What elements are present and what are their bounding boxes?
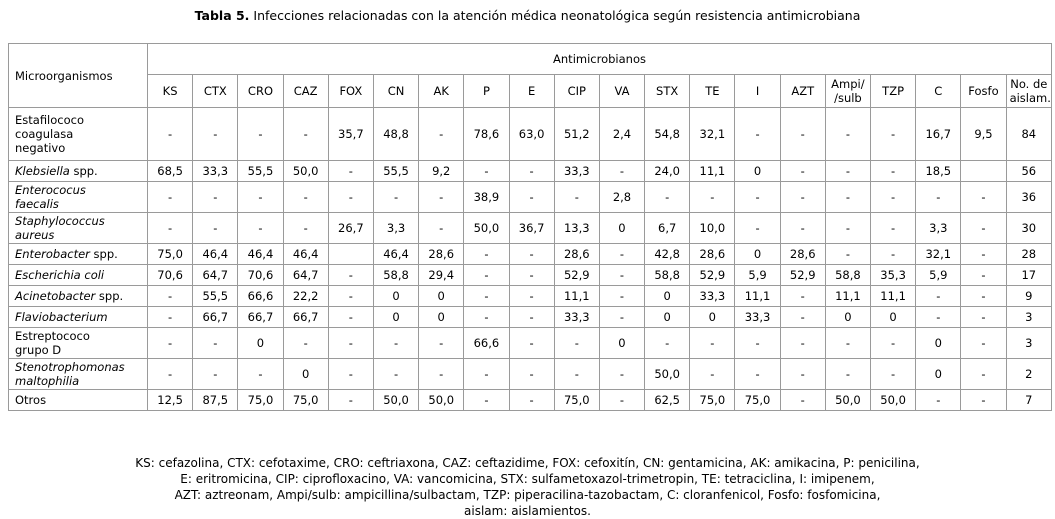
table-cell: 56 [1006, 161, 1051, 182]
table-cell: 12,5 [148, 390, 193, 411]
table-cell: - [419, 182, 464, 213]
microorganism-name [9, 307, 148, 328]
table-cell: - [509, 244, 554, 265]
organism-suffix: spp. [89, 247, 118, 261]
microorganism-name [9, 286, 148, 307]
table-cell: - [464, 359, 509, 390]
table-cell: 50,0 [419, 390, 464, 411]
column-header: CTX [193, 75, 238, 108]
table-row [9, 244, 1052, 265]
table-cell: 22,2 [283, 286, 328, 307]
table-cell: - [283, 182, 328, 213]
table-cell: - [780, 213, 825, 244]
footnote-line: E: eritromicina, CIP: ciprofloxacino, VA: vancomicina, STX: sulfametoxazol-trimetropin, TE: tetraciclina, I: imipenem, [180, 472, 875, 486]
table-cell: 2 [1006, 359, 1051, 390]
table-cell: 10,0 [690, 213, 735, 244]
table-cell: 32,1 [916, 244, 961, 265]
organism-label: Otros [15, 393, 47, 407]
table-cell: - [464, 307, 509, 328]
table-cell: 13,3 [554, 213, 599, 244]
table-cell: - [328, 161, 373, 182]
table-cell: - [599, 390, 644, 411]
table-cell: 78,6 [464, 108, 509, 161]
table-cell [961, 161, 1006, 182]
table-cell: - [148, 108, 193, 161]
table-cell: 7 [1006, 390, 1051, 411]
table-cell: 52,9 [554, 265, 599, 286]
table-cell: - [193, 213, 238, 244]
table-cell: - [825, 244, 870, 265]
table-row [9, 161, 1052, 182]
table-cell: 58,8 [825, 265, 870, 286]
table-cell: 58,8 [373, 265, 418, 286]
table-cell: - [825, 359, 870, 390]
table-cell: - [419, 108, 464, 161]
abbreviations-footnote [0, 455, 1055, 519]
microorganism-name [9, 108, 148, 161]
microorganism-name [9, 161, 148, 182]
table-row [9, 286, 1052, 307]
table-cell: 70,6 [238, 265, 283, 286]
table-cell: 28 [1006, 244, 1051, 265]
organism-species: Acinetobacter [15, 289, 96, 303]
column-header: AK [419, 75, 464, 108]
table-cell: - [148, 328, 193, 359]
table-cell: 0 [916, 328, 961, 359]
table-cell: 66,6 [464, 328, 509, 359]
table-cell: 51,2 [554, 108, 599, 161]
table-cell: - [780, 161, 825, 182]
table-cell: 0 [825, 307, 870, 328]
table-cell: - [193, 182, 238, 213]
table-cell: 0 [599, 328, 644, 359]
table-cell: - [328, 265, 373, 286]
table-cell: - [961, 213, 1006, 244]
table-cell: - [599, 265, 644, 286]
table-cell: - [238, 182, 283, 213]
resistance-table [8, 43, 1052, 411]
table-cell: - [419, 213, 464, 244]
table-cell: 75,0 [735, 390, 780, 411]
table-cell: 0 [645, 307, 690, 328]
table-cell: 70,6 [148, 265, 193, 286]
column-header: Fosfo [961, 75, 1006, 108]
table-cell: 0 [373, 286, 418, 307]
table-cell: 33,3 [735, 307, 780, 328]
organism-species: Stenotrophomonas maltophilia [15, 360, 125, 388]
table-cell: 54,8 [645, 108, 690, 161]
table-cell: - [599, 161, 644, 182]
table-cell: 66,7 [193, 307, 238, 328]
table-cell: 36 [1006, 182, 1051, 213]
caption-label: Tabla 5. [194, 8, 250, 23]
table-cell: - [961, 307, 1006, 328]
table-cell: 48,8 [373, 108, 418, 161]
table-cell: 2,4 [599, 108, 644, 161]
table-cell: 11,1 [690, 161, 735, 182]
table-cell: 35,3 [871, 265, 916, 286]
table-cell: - [283, 328, 328, 359]
table-cell: 50,0 [464, 213, 509, 244]
organism-suffix: spp. [95, 289, 124, 303]
table-cell: 58,8 [645, 265, 690, 286]
organism-species: Enterobacter [15, 247, 90, 261]
table-cell: - [961, 182, 1006, 213]
table-cell: 3 [1006, 307, 1051, 328]
table-cell: - [238, 213, 283, 244]
antimicrobials-header: Antimicrobianos [148, 44, 1052, 75]
table-cell: - [599, 244, 644, 265]
table-cell: 63,0 [509, 108, 554, 161]
column-header: FOX [328, 75, 373, 108]
table-cell: 0 [373, 307, 418, 328]
table-cell: 2,8 [599, 182, 644, 213]
table-cell: 55,5 [373, 161, 418, 182]
table-cell: 50,0 [645, 359, 690, 390]
table-cell: - [509, 359, 554, 390]
table-cell: - [599, 286, 644, 307]
table-cell: - [328, 328, 373, 359]
table-cell: 75,0 [690, 390, 735, 411]
table-cell: - [464, 265, 509, 286]
table-cell: - [916, 182, 961, 213]
table-cell: - [509, 265, 554, 286]
table-cell: - [735, 182, 780, 213]
table-caption [0, 8, 1055, 23]
column-header: P [464, 75, 509, 108]
table-cell: - [780, 108, 825, 161]
table-cell: 9,2 [419, 161, 464, 182]
table-cell: - [193, 359, 238, 390]
table-cell: 50,0 [283, 161, 328, 182]
microorganism-name [9, 244, 148, 265]
organism-species: Staphylococcus aureus [15, 214, 105, 242]
table-cell: - [193, 328, 238, 359]
table-cell: - [373, 359, 418, 390]
table-cell: 52,9 [690, 265, 735, 286]
table-row [9, 328, 1052, 359]
table-cell: - [238, 359, 283, 390]
table-cell: - [328, 359, 373, 390]
table-cell: - [373, 328, 418, 359]
table-cell: - [419, 359, 464, 390]
table-row [9, 182, 1052, 213]
table-cell: 3,3 [373, 213, 418, 244]
table-cell: 66,6 [238, 286, 283, 307]
table-cell: 9,5 [961, 108, 1006, 161]
caption-text: Infecciones relacionadas con la atención médica neonatológica según resistencia antimicrobiana [253, 8, 861, 23]
table-cell: 28,6 [780, 244, 825, 265]
table-cell: - [690, 182, 735, 213]
table-cell: 38,9 [464, 182, 509, 213]
table-cell: 0 [599, 213, 644, 244]
table-cell: 55,5 [193, 286, 238, 307]
table-cell: - [780, 390, 825, 411]
table-cell: - [509, 307, 554, 328]
table-cell: - [193, 108, 238, 161]
table-cell: 55,5 [238, 161, 283, 182]
table-cell: - [961, 286, 1006, 307]
table-cell: 75,0 [238, 390, 283, 411]
table-cell: - [554, 328, 599, 359]
microorganism-name [9, 265, 148, 286]
table-cell: - [554, 359, 599, 390]
table-cell: 36,7 [509, 213, 554, 244]
table-cell: 87,5 [193, 390, 238, 411]
table-row [9, 359, 1052, 390]
organism-species: Enterococus faecalis [15, 183, 86, 211]
table-cell: 0 [283, 359, 328, 390]
table-cell: 32,1 [690, 108, 735, 161]
column-header: CAZ [283, 75, 328, 108]
table-cell: - [509, 328, 554, 359]
table-cell: - [825, 213, 870, 244]
table-cell: - [735, 108, 780, 161]
table-cell: - [780, 328, 825, 359]
table-cell: - [871, 182, 916, 213]
column-header: I [735, 75, 780, 108]
table-cell: - [961, 359, 1006, 390]
table-cell: 11,1 [825, 286, 870, 307]
microorganism-name [9, 390, 148, 411]
table-cell: 9 [1006, 286, 1051, 307]
table-cell: 11,1 [554, 286, 599, 307]
table-cell: - [645, 328, 690, 359]
column-header: TZP [871, 75, 916, 108]
table-cell: - [916, 286, 961, 307]
footnote-line: AZT: aztreonam, Ampi/sulb: ampicillina/sulbactam, TZP: piperacilina-tazobactam, C: cloranfenicol, Fosfo: fosfomicina, [174, 488, 881, 502]
table-cell: - [554, 182, 599, 213]
table-cell: - [780, 286, 825, 307]
table-cell: 0 [419, 307, 464, 328]
table-cell [328, 244, 373, 265]
table-cell: 28,6 [419, 244, 464, 265]
column-header: AZT [780, 75, 825, 108]
table-cell: - [735, 213, 780, 244]
table-cell: 29,4 [419, 265, 464, 286]
table-cell: 46,4 [283, 244, 328, 265]
table-cell: - [464, 161, 509, 182]
table-cell: 28,6 [554, 244, 599, 265]
table-cell: - [961, 328, 1006, 359]
table-cell: - [238, 108, 283, 161]
table-cell: 62,5 [645, 390, 690, 411]
table-cell: 46,4 [373, 244, 418, 265]
table-cell: 0 [238, 328, 283, 359]
table-cell: - [328, 307, 373, 328]
table-cell: 11,1 [871, 286, 916, 307]
table-cell: 64,7 [283, 265, 328, 286]
organism-label: Estreptococo grupo D [15, 329, 90, 357]
table-cell: - [871, 359, 916, 390]
table-cell: 26,7 [328, 213, 373, 244]
table-cell: 50,0 [373, 390, 418, 411]
table-cell: 75,0 [283, 390, 328, 411]
column-header: KS [148, 75, 193, 108]
table-cell: 84 [1006, 108, 1051, 161]
column-header: Ampi/ /sulb [825, 75, 870, 108]
table-cell: - [148, 307, 193, 328]
table-row [9, 390, 1052, 411]
table-cell: 46,4 [193, 244, 238, 265]
table-cell: - [464, 390, 509, 411]
column-header: TE [690, 75, 735, 108]
table-cell: - [961, 244, 1006, 265]
table-row [9, 307, 1052, 328]
table-cell: 50,0 [871, 390, 916, 411]
table-cell: 24,0 [645, 161, 690, 182]
table-cell: - [825, 161, 870, 182]
table-cell: - [916, 307, 961, 328]
table-body [9, 108, 1052, 411]
footnote-line: KS: cefazolina, CTX: cefotaxime, CRO: ceftriaxona, CAZ: ceftazidime, FOX: cefoxitín, CN: gentamicina, AK: amikacina, P: penicilina, [135, 456, 920, 470]
table-cell: - [735, 359, 780, 390]
table-cell: - [871, 244, 916, 265]
table-cell: 64,7 [193, 265, 238, 286]
column-header: STX [645, 75, 690, 108]
table-cell: 30 [1006, 213, 1051, 244]
table-cell: - [599, 359, 644, 390]
column-header-row [9, 75, 1052, 108]
table-cell: - [780, 182, 825, 213]
table-cell: - [509, 161, 554, 182]
table-cell: 33,3 [554, 161, 599, 182]
table-cell: - [825, 108, 870, 161]
table-cell: - [283, 108, 328, 161]
table-cell: - [871, 328, 916, 359]
table-cell: 75,0 [554, 390, 599, 411]
microorganisms-header: Microorganismos [9, 44, 148, 108]
table-cell: - [961, 265, 1006, 286]
table-cell: 6,7 [645, 213, 690, 244]
table-cell: 75,0 [148, 244, 193, 265]
column-header: C [916, 75, 961, 108]
table-cell: 46,4 [238, 244, 283, 265]
table-cell: 52,9 [780, 265, 825, 286]
column-header: No. de aislam. [1006, 75, 1051, 108]
table-cell: 33,3 [554, 307, 599, 328]
column-header: E [509, 75, 554, 108]
table-cell: - [645, 182, 690, 213]
table-cell: - [690, 328, 735, 359]
table-cell: - [735, 328, 780, 359]
table-cell: - [148, 286, 193, 307]
table-cell: 3,3 [916, 213, 961, 244]
column-header: CN [373, 75, 418, 108]
table-cell: 28,6 [690, 244, 735, 265]
organism-species: Klebsiella [15, 164, 70, 178]
table-cell: - [780, 359, 825, 390]
table-cell: 33,3 [690, 286, 735, 307]
table-cell: 35,7 [328, 108, 373, 161]
column-header: CIP [554, 75, 599, 108]
table-cell: 33,3 [193, 161, 238, 182]
table-row [9, 213, 1052, 244]
table-cell: 66,7 [283, 307, 328, 328]
table-cell: - [283, 213, 328, 244]
microorganism-name [9, 359, 148, 390]
table-cell: - [328, 182, 373, 213]
table-cell: 50,0 [825, 390, 870, 411]
table-cell: 0 [735, 244, 780, 265]
table-cell: - [464, 286, 509, 307]
table-cell: 3 [1006, 328, 1051, 359]
table-cell: - [509, 390, 554, 411]
table-row [9, 108, 1052, 161]
table-cell: 0 [645, 286, 690, 307]
column-header: CRO [238, 75, 283, 108]
table-cell: - [916, 390, 961, 411]
table-cell: - [871, 108, 916, 161]
table-cell: 16,7 [916, 108, 961, 161]
table-cell: 18,5 [916, 161, 961, 182]
table-cell: - [509, 182, 554, 213]
organism-label: Estafilococo coagulasa negativo [15, 113, 85, 155]
table-cell: - [871, 161, 916, 182]
organism-species: Escherichia coli [15, 268, 105, 282]
table-cell: - [148, 213, 193, 244]
table-cell: 17 [1006, 265, 1051, 286]
table-cell: - [780, 307, 825, 328]
table-cell: - [328, 390, 373, 411]
table-cell: - [825, 328, 870, 359]
table-cell: 0 [735, 161, 780, 182]
table-cell: - [373, 182, 418, 213]
table-cell: 0 [690, 307, 735, 328]
table-cell: 11,1 [735, 286, 780, 307]
table-row [9, 265, 1052, 286]
table-cell: - [690, 359, 735, 390]
table-cell: - [148, 182, 193, 213]
table-cell: - [599, 307, 644, 328]
column-header: VA [599, 75, 644, 108]
table-cell: 66,7 [238, 307, 283, 328]
table-cell: - [419, 328, 464, 359]
table-cell: 0 [916, 359, 961, 390]
table-cell: 5,9 [735, 265, 780, 286]
table-cell: - [961, 390, 1006, 411]
table-cell: - [509, 286, 554, 307]
microorganism-name [9, 182, 148, 213]
microorganism-name [9, 213, 148, 244]
table-cell: 42,8 [645, 244, 690, 265]
table-cell: - [328, 286, 373, 307]
organism-species: Flaviobacterium [15, 310, 108, 324]
organism-suffix: spp. [69, 164, 98, 178]
table-cell: 5,9 [916, 265, 961, 286]
table-cell: 0 [871, 307, 916, 328]
table-cell: - [464, 244, 509, 265]
table-cell: - [871, 213, 916, 244]
footnote-line: aislam: aislamientos. [464, 504, 591, 518]
table-cell: - [148, 359, 193, 390]
table-cell: 68,5 [148, 161, 193, 182]
microorganism-name [9, 328, 148, 359]
table-cell: - [825, 182, 870, 213]
table-cell: 0 [419, 286, 464, 307]
